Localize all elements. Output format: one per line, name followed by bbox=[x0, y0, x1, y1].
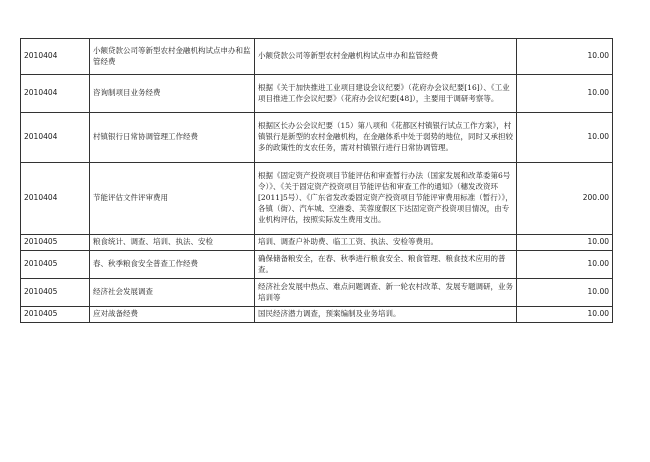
row-name: 春、秋季粮食安全普查工作经费 bbox=[90, 251, 255, 279]
row-amount: 10.00 bbox=[517, 113, 613, 163]
row-amount: 10.00 bbox=[517, 251, 613, 279]
row-name: 应对战备经费 bbox=[90, 307, 255, 323]
row-amount: 10.00 bbox=[517, 235, 613, 251]
row-code: 2010405 bbox=[21, 251, 90, 279]
table-row bbox=[21, 307, 613, 323]
row-name: 经济社会发展调查 bbox=[90, 279, 255, 307]
row-basis: 确保储备粮安全，在春、秋季进行粮食安全、粮食管理、粮食技术应用的普查。 bbox=[255, 251, 517, 279]
row-amount: 10.00 bbox=[517, 39, 613, 75]
row-code: 2010404 bbox=[21, 39, 90, 75]
row-name: 村镇银行日常协调管理工作经费 bbox=[90, 113, 255, 163]
row-basis: 根据区长办公会议纪要（15）第八项和《花都区村镇银行试点工作方案》，村镇银行是新型的农村金融机构，在金融体系中处于弱势的地位，同时又承担较多的政策性的支农任务，需对村镇银行进行日常协调管理。 bbox=[255, 113, 517, 163]
row-name: 小额贷款公司等新型农村金融机构试点申办和监管经费 bbox=[90, 39, 255, 75]
row-basis: 小额贷款公司等新型农村金融机构试点申办和监管经费 bbox=[255, 39, 517, 75]
row-code: 2010405 bbox=[21, 279, 90, 307]
table-row bbox=[21, 251, 613, 279]
row-code: 2010404 bbox=[21, 75, 90, 113]
row-basis: 国民经济潜力调查，预案编制及业务培训。 bbox=[255, 307, 517, 323]
row-amount: 10.00 bbox=[517, 75, 613, 113]
budget-table bbox=[20, 38, 613, 323]
row-name: 咨询制项目业务经费 bbox=[90, 75, 255, 113]
table-row bbox=[21, 279, 613, 307]
row-code: 2010404 bbox=[21, 163, 90, 235]
table-row bbox=[21, 235, 613, 251]
table-row bbox=[21, 75, 613, 113]
row-name: 粮食统计、调查、培训、执法、安检 bbox=[90, 235, 255, 251]
row-code: 2010405 bbox=[21, 307, 90, 323]
row-code: 2010405 bbox=[21, 235, 90, 251]
row-code: 2010404 bbox=[21, 113, 90, 163]
row-basis: 根据《关于加快推进工业项目建设会议纪要》（花府办会议纪要[16]）、《工业项目推进工作会议纪要》（花府办会议纪要[48]），主要用于调研考察等。 bbox=[255, 75, 517, 113]
row-amount: 10.00 bbox=[517, 279, 613, 307]
row-basis: 培训、调查户补助费、临工工资、执法、安检等费用。 bbox=[255, 235, 517, 251]
row-basis: 经济社会发展中热点、难点问题调查、新一轮农村改革、发展专题调研，业务培训等 bbox=[255, 279, 517, 307]
table-row bbox=[21, 113, 613, 163]
row-basis: 根据《固定资产投资项目节能评估和审查暂行办法（国家发展和改革委第6号令）》、《关于固定资产投资项目节能评估和审查工作的通知》（穗发改资环[2011]5号）、《广东省发改委固定资产投资项目节能评审费用标准（暂行）》，各镇（街）、汽车城、空港委、芙蓉度假区下达固定资产投资项目情况，由专业机构评估，按照实际发生费用支出。 bbox=[255, 163, 517, 235]
row-amount: 10.00 bbox=[517, 307, 613, 323]
table-row bbox=[21, 163, 613, 235]
row-name: 节能评估文件评审费用 bbox=[90, 163, 255, 235]
row-amount: 200.00 bbox=[517, 163, 613, 235]
table-row bbox=[21, 39, 613, 75]
